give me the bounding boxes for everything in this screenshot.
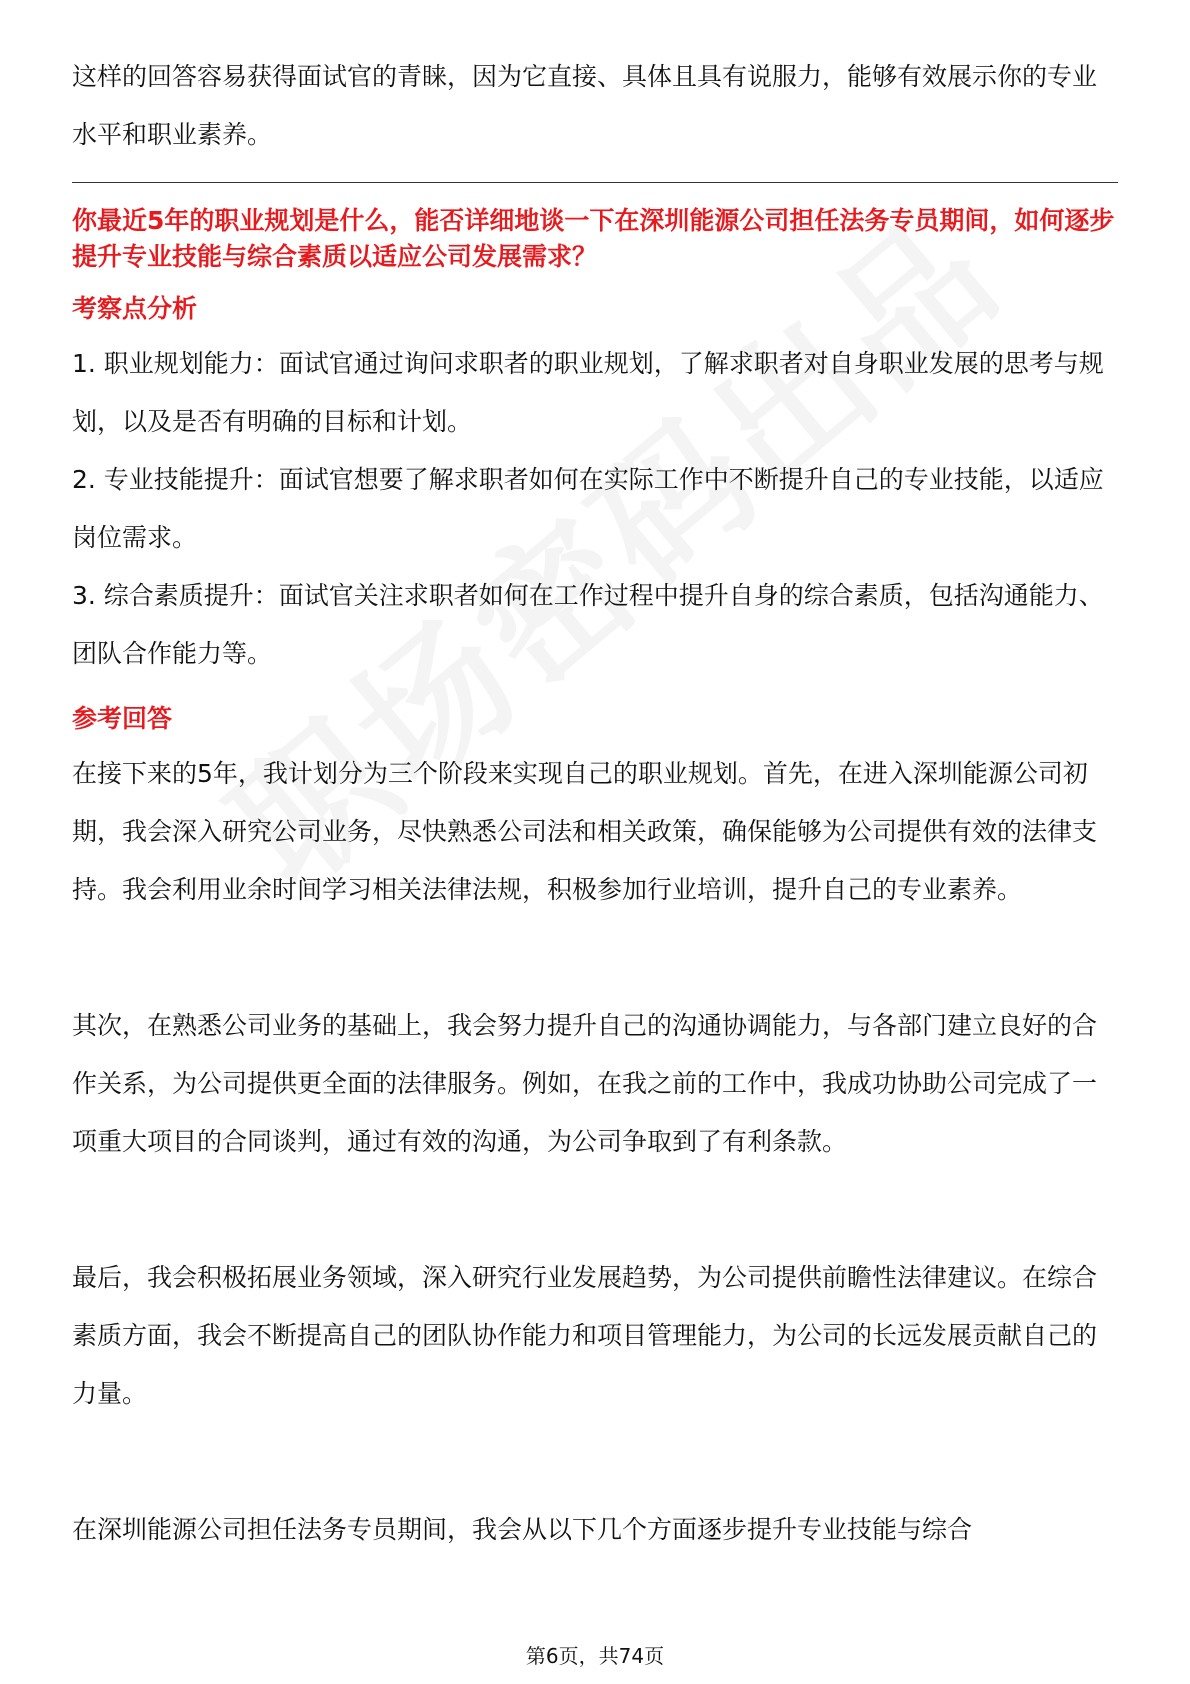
intro-paragraph: 这样的回答容易获得面试官的青睐，因为它直接、具体且具有说服力，能够有效展示你的专业水平和职业素养。	[72, 62, 1098, 149]
page-number: 第6页，共74页	[525, 1644, 665, 1668]
answer-heading: 参考回答	[72, 704, 173, 733]
interview-question: 你最近5年的职业规划是什么，能否详细地谈一下在深圳能源公司担任法务专员期间，如何逐步提升专业技能与综合素质以适应公司发展需求？	[72, 206, 1115, 271]
analysis-point: 2. 专业技能提升：面试官想要了解求职者如何在实际工作中不断提升自己的专业技能，以适应岗位需求。	[72, 465, 1104, 552]
answer-paragraph: 在接下来的5年，我计划分为三个阶段来实现自己的职业规划。首先，在进入深圳能源公司初期，我会深入研究公司业务，尽快熟悉公司法和相关政策，确保能够为公司提供有效的法律支持。我会利用业余时间学习相关法律法规，积极参加行业培训，提升自己的专业素养。	[72, 759, 1098, 904]
answer-paragraph: 在深圳能源公司担任法务专员期间，我会从以下几个方面逐步提升专业技能与综合	[72, 1515, 973, 1544]
analysis-point: 1. 职业规划能力：面试官通过询问求职者的职业规划，了解求职者对自身职业发展的思考与规划，以及是否有明确的目标和计划。	[72, 349, 1104, 436]
analysis-point: 3. 综合素质提升：面试官关注求职者如何在工作过程中提升自身的综合素质，包括沟通能力、团队合作能力等。	[72, 581, 1104, 668]
analysis-heading: 考察点分析	[72, 294, 198, 323]
document-body	[72, 48, 1118, 1559]
answer-paragraph: 其次，在熟悉公司业务的基础上，我会努力提升自己的沟通协调能力，与各部门建立良好的合作关系，为公司提供更全面的法律服务。例如，在我之前的工作中，我成功协助公司完成了一项重大项目的合同谈判，通过有效的沟通，为公司争取到了有利条款。	[72, 1011, 1098, 1156]
answer-paragraph: 最后，我会积极拓展业务领域，深入研究行业发展趋势，为公司提供前瞻性法律建议。在综合素质方面，我会不断提高自己的团队协作能力和项目管理能力，为公司的长远发展贡献自己的力量。	[72, 1263, 1098, 1408]
analysis-points	[72, 335, 1118, 683]
section-divider	[72, 182, 1118, 183]
